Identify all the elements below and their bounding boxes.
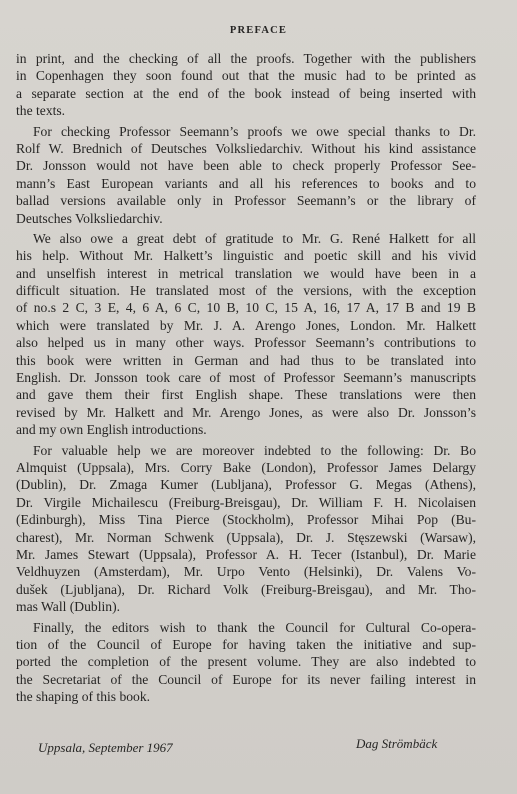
- text-line: a separate section at the end of the book instead of being inserted with: [16, 85, 476, 101]
- text-line: For valuable help we are moreover indebted to the following: Dr. Bo: [33, 442, 476, 458]
- text-line: also helped us in many other ways. Professor Seemann’s contributions to: [16, 335, 476, 351]
- text-line: charest), Mr. Norman Schwenk (Uppsala), Dr. J. Stęszewski (Warsaw),: [16, 529, 476, 545]
- text-line: which were translated by Mr. J. A. Arengo Jones, London. Mr. Halkett: [16, 317, 476, 333]
- text-line: Mr. James Stewart (Uppsala), Professor A. H. Tecer (Istanbul), Dr. Marie: [16, 546, 476, 562]
- text-line: We also owe a great debt of gratitude to Mr. G. René Halkett for all: [33, 230, 476, 246]
- text-line: For checking Professor Seemann’s proofs we owe special thanks to Dr.: [33, 123, 476, 139]
- signoff-place-date: Uppsala, September 1967: [38, 740, 173, 755]
- paragraph: [16, 230, 476, 439]
- paragraph: [16, 50, 476, 120]
- text-line: dušek (Ljubljana), Dr. Richard Volk (Freiburg-Breisgau), and Mr. Tho-: [16, 581, 476, 597]
- text-line: (Dublin), Dr. Zmaga Kumer (Lubljana), Professor G. Megas (Athens),: [16, 477, 476, 493]
- text-line: this book were written in German and had thus to be translated into: [16, 352, 476, 368]
- text-line: the texts.: [16, 103, 66, 119]
- text-line: Almquist (Uppsala), Mrs. Corry Bake (London), Professor James Delargy: [16, 459, 476, 475]
- text-line: Dr. Virgile Michailescu (Freiburg-Breisgau), Dr. William F. H. Nicolaisen: [16, 494, 476, 510]
- text-line: Finally, the editors wish to thank the Council for Cultural Co-opera-: [33, 619, 476, 635]
- text-line: Rolf W. Brednich of Deutsches Volksliedarchiv. Without his kind assistance: [16, 140, 476, 156]
- signoff-author: Dag Strömbäck: [356, 736, 438, 751]
- paragraph: [16, 442, 476, 616]
- text-line: (Edinburgh), Miss Tina Pierce (Stockholm), Professor Mihai Pop (Bu-: [16, 512, 476, 528]
- text-line: and my own English introductions.: [16, 422, 207, 438]
- text-line: mann’s East European variants and all his references to books and to: [16, 175, 476, 191]
- paragraph: [16, 123, 476, 227]
- text-line: ported the completion of the present volume. They are also indebted to: [16, 654, 476, 670]
- text-line: mas Wall (Dublin).: [16, 599, 120, 615]
- text-line: in Copenhagen they soon found out that the music had to be printed as: [16, 68, 476, 84]
- text-line: ballad versions available only in Professor Seemann’s or the library of: [16, 193, 476, 209]
- text-line: and gave them their first English shape. These translations were then: [16, 387, 476, 403]
- paragraph: [16, 619, 476, 706]
- text-line: in print, and the checking of all the proofs. Together with the publishers: [16, 51, 476, 66]
- text-line: Dr. Jonsson would not have been able to check properly Professor See-: [16, 158, 476, 174]
- text-line: and unselfish interest in metrical translation we would have been in a: [16, 265, 476, 281]
- text-line: of no.s 2 C, 3 E, 4, 6 A, 6 C, 10 B, 10 C, 15 A, 16, 17 A, 17 B and 19 B: [16, 300, 476, 316]
- text-line: English. Dr. Jonsson took care of most of Professor Seemann’s manuscripts: [16, 370, 476, 386]
- text-line: tion of the Council of Europe for having taken the initiative and sup-: [16, 636, 476, 652]
- text-line: the Secretariat of the Council of Europe for its never failing interest in: [16, 671, 476, 687]
- running-head: PREFACE: [229, 25, 288, 36]
- text-line: revised by Mr. Halkett and Mr. Arengo Jones, as were also Dr. Jonsson’s: [16, 404, 476, 420]
- text-line: his help. Without Mr. Halkett’s linguistic and poetic skill and his vivid: [16, 248, 476, 264]
- text-line: Veldhuyzen (Amsterdam), Mr. Urpo Vento (Helsinki), Dr. Valens Vo-: [16, 564, 476, 580]
- text-line: difficult situation. He translated most of the versions, with the exception: [16, 283, 476, 299]
- preface-body: [16, 50, 476, 708]
- text-line: the shaping of this book.: [16, 689, 151, 705]
- text-line: Deutsches Volksliedarchiv.: [16, 210, 163, 226]
